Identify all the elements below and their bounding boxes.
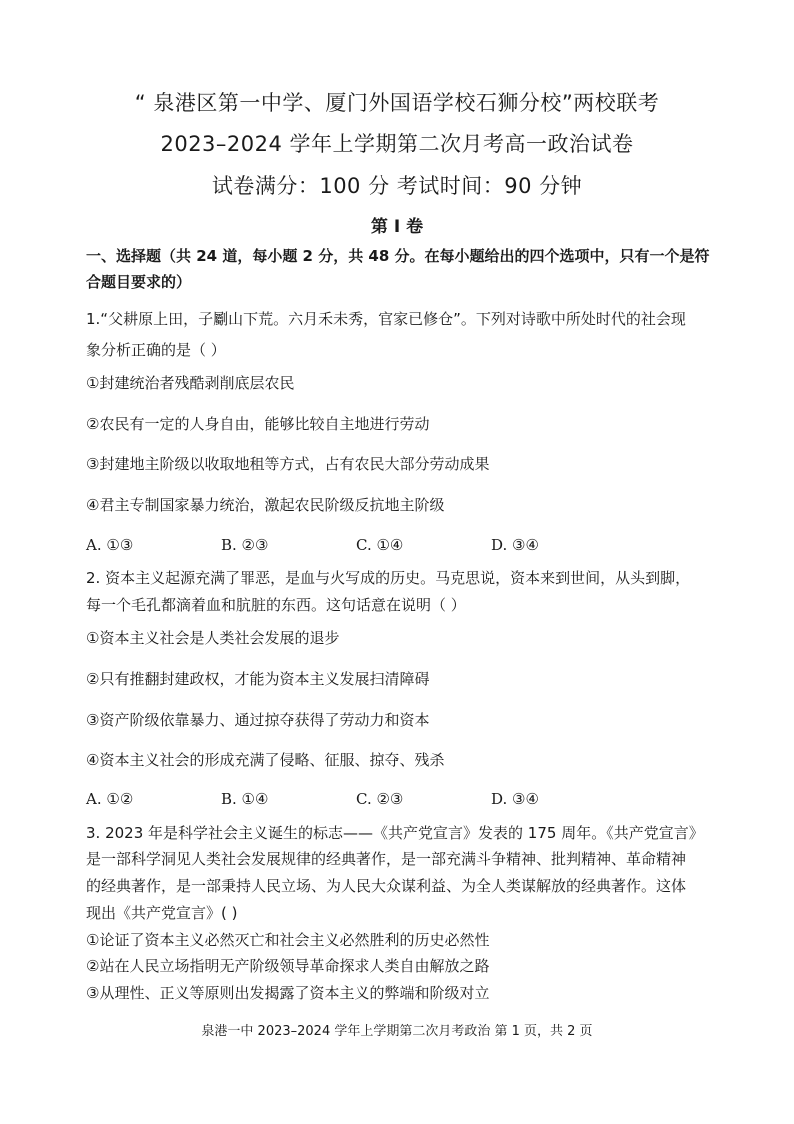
- q2-option-a[interactable]: A. ①②: [86, 790, 134, 808]
- exam-score-time: 试卷满分：100 分 考试时间：90 分钟: [211, 174, 583, 198]
- exam-title-schools: “ 泉港区第一中学、厦门外国语学校石狮分校”两校联考: [134, 91, 660, 115]
- q3-stem-line4: 现出《共产党宣言》( ): [86, 904, 238, 922]
- q3-stem-line1: 3. 2023 年是科学社会主义诞生的标志——《共产党宣言》发表的 175 周年。《共产党宣言》: [86, 824, 704, 842]
- q1-statement-1: ①封建统治者残酷剥削底层农民: [86, 374, 295, 392]
- q2-statement-1: ①资本主义社会是人类社会发展的退步: [86, 629, 340, 647]
- q3-statement-1: ①论证了资本主义必然灭亡和社会主义必然胜利的历史必然性: [86, 931, 490, 949]
- q2-statement-4: ④资本主义社会的形成充满了侵略、征服、掠夺、残杀: [86, 751, 445, 769]
- q2-statement-2: ②只有推翻封建政权，才能为资本主义发展扫清障碍: [86, 670, 430, 688]
- q3-statement-3: ③从理性、正义等原则出发揭露了资本主义的弊端和阶级对立: [86, 984, 490, 1002]
- q2-stem-line1: 2. 资本主义起源充满了罪恶，是血与火写成的历史。马克思说，资本来到世间，从头到脚，: [86, 569, 691, 587]
- q1-option-a[interactable]: A. ①③: [86, 536, 134, 554]
- q2-stem-line2: 每一个毛孔都滴着血和肮脏的东西。这句话意在说明（ ）: [86, 596, 466, 614]
- q1-option-c[interactable]: C. ①④: [356, 536, 404, 554]
- q1-stem-line1: 1.“父耕原上田，子劚山下荒。六月禾未秀，官家已修仓”。下列对诗歌中所处时代的社会现: [86, 310, 686, 328]
- page-footer: 泉港一中 2023–2024 学年上学期第二次月考政治 第 1 页，共 2 页: [201, 1024, 593, 1039]
- q1-option-d[interactable]: D. ③④: [491, 536, 539, 554]
- q1-statement-2: ②农民有一定的人身自由，能够比较自主地进行劳动: [86, 415, 430, 433]
- exam-title-subject: 2023–2024 学年上学期第二次月考高一政治试卷: [160, 132, 634, 156]
- q1-stem-line2: 象分析正确的是（ ）: [86, 341, 226, 359]
- q3-stem-line2: 是一部科学洞见人类社会发展规律的经典著作，是一部充满斗争精神、批判精神、革命精神: [86, 850, 687, 868]
- section-label: 第 I 卷: [370, 217, 424, 237]
- q2-option-b[interactable]: B. ①④: [221, 790, 269, 808]
- q2-option-d[interactable]: D. ③④: [491, 790, 539, 808]
- q1-statement-3: ③封建地主阶级以收取地租等方式，占有农民大部分劳动成果: [86, 455, 490, 473]
- q3-stem-line3: 的经典著作，是一部秉持人民立场、为人民大众谋利益、为全人类谋解放的经典著作。这体: [86, 877, 687, 895]
- q2-statement-3: ③资产阶级依靠暴力、通过掠夺获得了劳动力和资本: [86, 711, 430, 729]
- q3-statement-2: ②站在人民立场指明无产阶级领导革命探求人类自由解放之路: [86, 957, 490, 975]
- q1-statement-4: ④君主专制国家暴力统治，激起农民阶级反抗地主阶级: [86, 496, 445, 514]
- q2-option-c[interactable]: C. ②③: [356, 790, 404, 808]
- q1-option-b[interactable]: B. ②③: [221, 536, 269, 554]
- part1-title: 一、选择题（共 24 道，每小题 2 分，共 48 分。在每小题给出的四个选项中，只有一个是符合题目要求的）: [86, 247, 710, 291]
